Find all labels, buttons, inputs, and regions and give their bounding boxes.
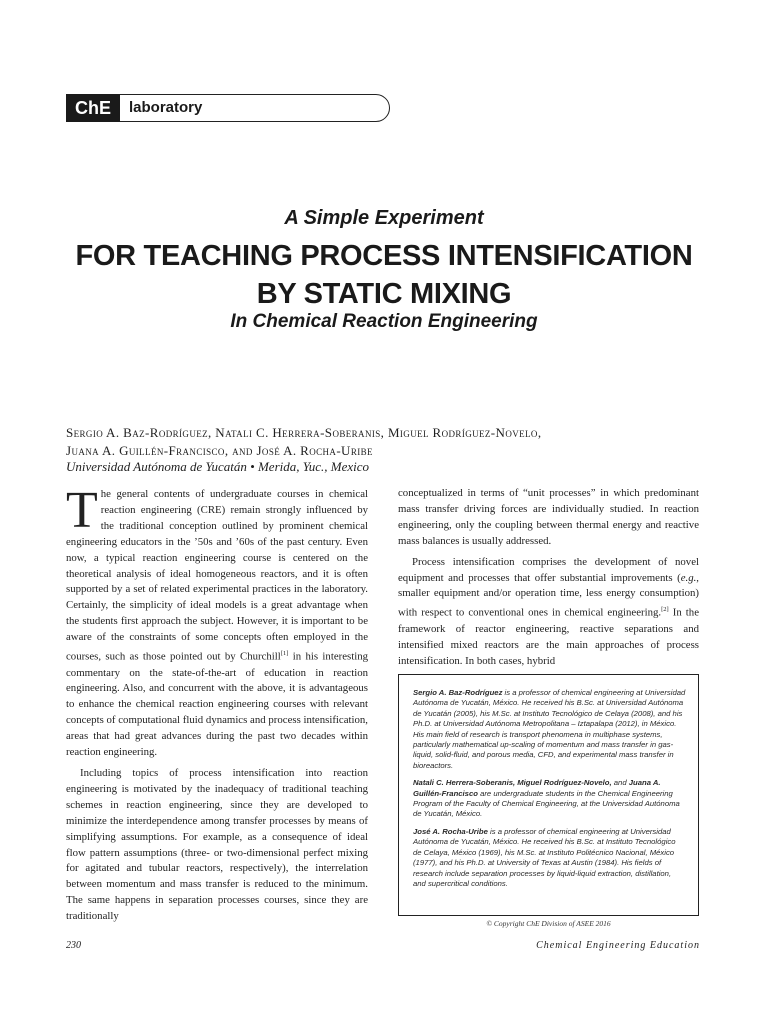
article-title [0, 237, 768, 313]
paragraph-1-text-a: he general contents of undergraduate courses in chemical reaction engineering (CRE) remain strongly influenced by the traditional conception outlined by prominent chemical engineering educators in the ’50s and ’60s of the past century. Even now, a typical reaction engineering course is centered on the theoretical analysis of ideal homogeneous reactors, and it is often supported by a set of related experimental practices in the laboratory. Certainly, the simplicity of ideal models is a great advantage when the students first approach the subject. However, it is important to be aware of the constraints of some concepts often employed in the courses, such as those pointed out by Churchill [66, 488, 368, 663]
page-number: 230 [66, 940, 81, 951]
paragraph-4-eg: e.g. [680, 571, 697, 584]
section-label: laboratory [129, 99, 203, 116]
article-kicker: A Simple Experiment [284, 207, 484, 229]
citation-2[interactable]: [2] [661, 606, 669, 614]
bio-3 [413, 827, 686, 889]
bio-2-and: and [611, 778, 629, 788]
bio-1-text: is a professor of chemical engineering at Universidad Autónoma de Yucatán, México. He received his B.Sc. at Universidad Autónoma de Yucatán (2005), his M.Sc. at Instituto Tecnológico de Celaya (2008), and his Ph.D. at Universidad Autónoma Metropolitana – Iztapalapa (2012), in México. His main field of research is transport phenomena in multiphase systems, particularly mathematical up-scaling of momentum and mass transfer in gas-liquid, solid-fluid, and porous media, CFD, and experimental mass transfer in bioreactors. [413, 688, 686, 770]
citation-1[interactable]: [1] [280, 650, 289, 658]
article-subtitle: In Chemical Reaction Engineering [230, 311, 538, 332]
bio-2-names-a: Natali C. Herrera-Soberanis, Miguel Rodríguez-Novelo, [413, 778, 612, 788]
bio-1 [413, 688, 686, 771]
che-tag: ChE [66, 94, 120, 122]
authors-line-1: Sergio A. Baz-Rodríguez, Natali C. Herrera-Soberanis, Miguel Rodríguez-Novelo, [66, 425, 542, 440]
paragraph-3: conceptualized in terms of “unit processes” in which predominant mass transfer driving forces are individually studied. In reaction engineering, only the coupling between thermal energy and reactive mass balances is usually addressed. [398, 487, 699, 547]
author-bio-box [398, 674, 699, 916]
bio-3-name: José A. Rocha-Uribe [413, 826, 488, 836]
bio-2 [413, 778, 686, 820]
copyright-notice: © Copyright ChE Division of ASEE 2016 [486, 919, 611, 928]
paragraph-4-text-c: In the framework of reactor engineering, reactive separations and intensified mixed reactors are the main approaches of process intensification. In both cases, hybrid [398, 606, 699, 667]
section-header [66, 94, 390, 122]
authors-line-2: Juana A. Guillén-Francisco, and José A. Rocha-Uribe [66, 443, 373, 458]
paragraph-1-text-b: in his interesting commentary on the state-of-the-art of education in reaction engineering. Also, and concurrent with the above, it is advantageous to enhance the chemical reaction engineering courses with relevant concepts of computational fluid dynamics and process intensification, areas that had great advances during the past two decades within reaction engineering. [66, 650, 369, 759]
body-column-left [66, 482, 369, 930]
bio-3-text: is a professor of chemical engineering at Universidad Autónoma de Yucatán, México. He received his B.Sc. at Instituto Tecnológico de Celaya, México (1969), his M.Sc. at Instituto Politécnico Nacional, México (1977), and his Ph.D. at University of Texas at Austin (1984). His fields of research include separation processes by liquid-liquid extraction, distillation, and supercritical conditions. [413, 826, 676, 888]
title-line-1: FOR TEACHING PROCESS INTENSIFICATION [75, 240, 693, 272]
paragraph-4 [398, 555, 699, 670]
bio-2-names-b: Juana A. Guillén-Francisco [413, 778, 661, 798]
body-column-right [398, 486, 699, 675]
paragraph-2: Including topics of process intensification into reaction engineering is motivated by the inadequacy of traditional teaching schemes in reaction engineering, since they are developed to minimize the interdependence among transfer processes by means of simplifying assumptions. For example, as a consequence of ideal flow pattern assumptions (three- or two-dimensional perfect mixing for agitated and tubular reactors, respectively), the interrelation between momentum and mass transfer is reduced to the minimum. The same happens in separation processes courses, since they are traditionally [66, 767, 368, 923]
drop-cap: T [66, 482, 98, 539]
affiliation: Universidad Autónoma de Yucatán • Merida, Yuc., Mexico [66, 459, 370, 474]
bio-1-name: Sergio A. Baz-Rodríguez [413, 688, 503, 697]
bio-2-text: are undergraduate students in the Chemical Engineering Program of the Faculty of Chemical Engineering, at the Universidad Autónoma de Yucatán, México. [413, 788, 680, 819]
journal-name: Chemical Engineering Education [536, 940, 700, 951]
author-list [66, 424, 706, 460]
paragraph-1 [66, 482, 369, 761]
paragraph-4-text-a: Process intensification comprises the development of novel equipment and processes that offer substantial improvements ( [398, 555, 699, 584]
title-line-2: BY STATIC MIXING [256, 278, 512, 310]
paragraph-4-text-b: , smaller equipment and/or operation time, less energy consumption) with respect to conventional ones in chemical engineering. [398, 571, 699, 619]
